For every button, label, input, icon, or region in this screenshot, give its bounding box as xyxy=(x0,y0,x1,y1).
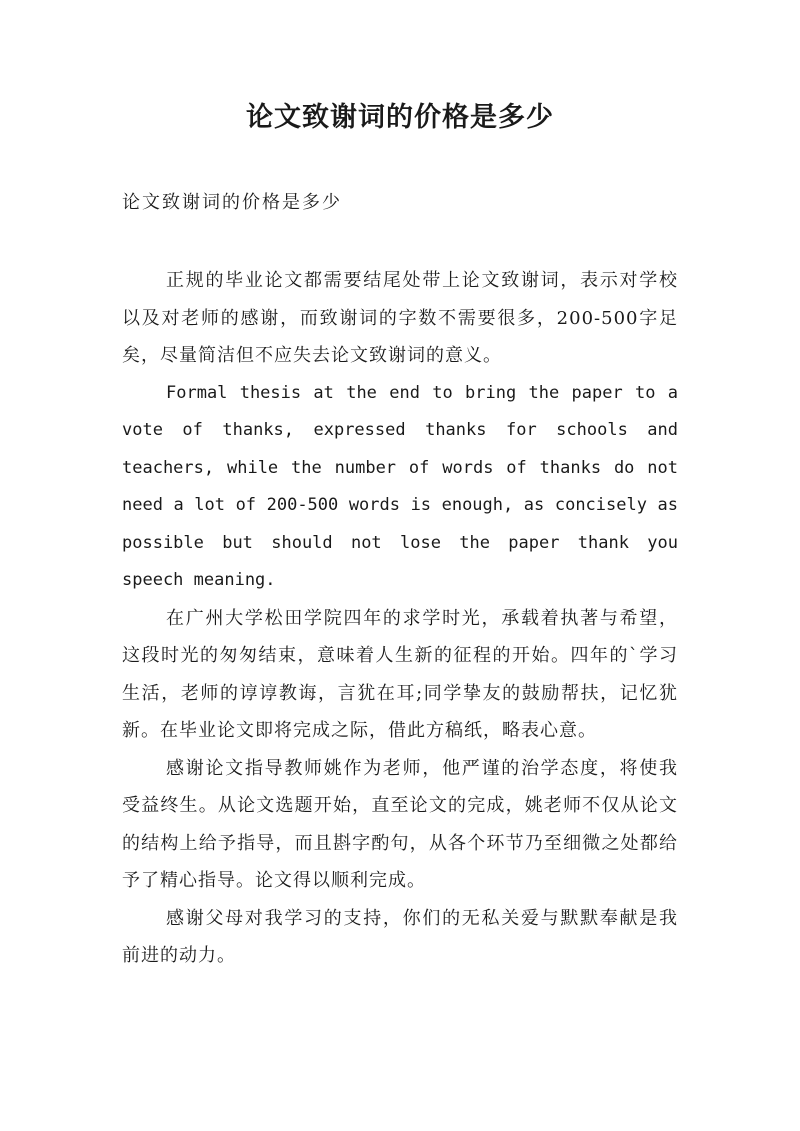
paragraph-thanks-advisor: 感谢论文指导教师姚作为老师，他严谨的治学态度，将使我受益终生。从论文选题开始，直至论文的完成，姚老师不仅从论文的结构上给予指导，而且斟字酌句，从各个环节乃至细微之处都给予了精心指导。论文得以顺利完成。 xyxy=(122,757,678,891)
document-subtitle: 论文致谢词的价格是多少 xyxy=(122,192,342,213)
paragraph-thanks-parents: 感谢父母对我学习的支持，你们的无私关爱与默默奉献是我前进的动力。 xyxy=(122,907,678,966)
paragraph-english: Formal thesis at the end to bring the paper to a vote of thanks, expressed thanks for schools and teachers, while the number of words of thanks do not need a lot of 200-500 words is enough, as concisely as possible but should not lose the paper thank you speech meaning. xyxy=(122,382,678,590)
document-body xyxy=(122,262,678,975)
document-title: 论文致谢词的价格是多少 xyxy=(246,102,554,133)
paragraph-intro: 正规的毕业论文都需要结尾处带上论文致谢词，表示对学校以及对老师的感谢，而致谢词的字数不需要很多，200-500字足矣，尽量简洁但不应失去论文致谢词的意义。 xyxy=(122,270,678,366)
paragraph-college-years: 在广州大学松田学院四年的求学时光，承载着执著与希望，这段时光的匆匆结束，意味着人生新的征程的开始。四年的`学习生活，老师的谆谆教诲，言犹在耳;同学挚友的鼓励帮扶，记忆犹新。在毕业论文即将完成之际，借此方稿纸，略表心意。 xyxy=(122,607,678,741)
